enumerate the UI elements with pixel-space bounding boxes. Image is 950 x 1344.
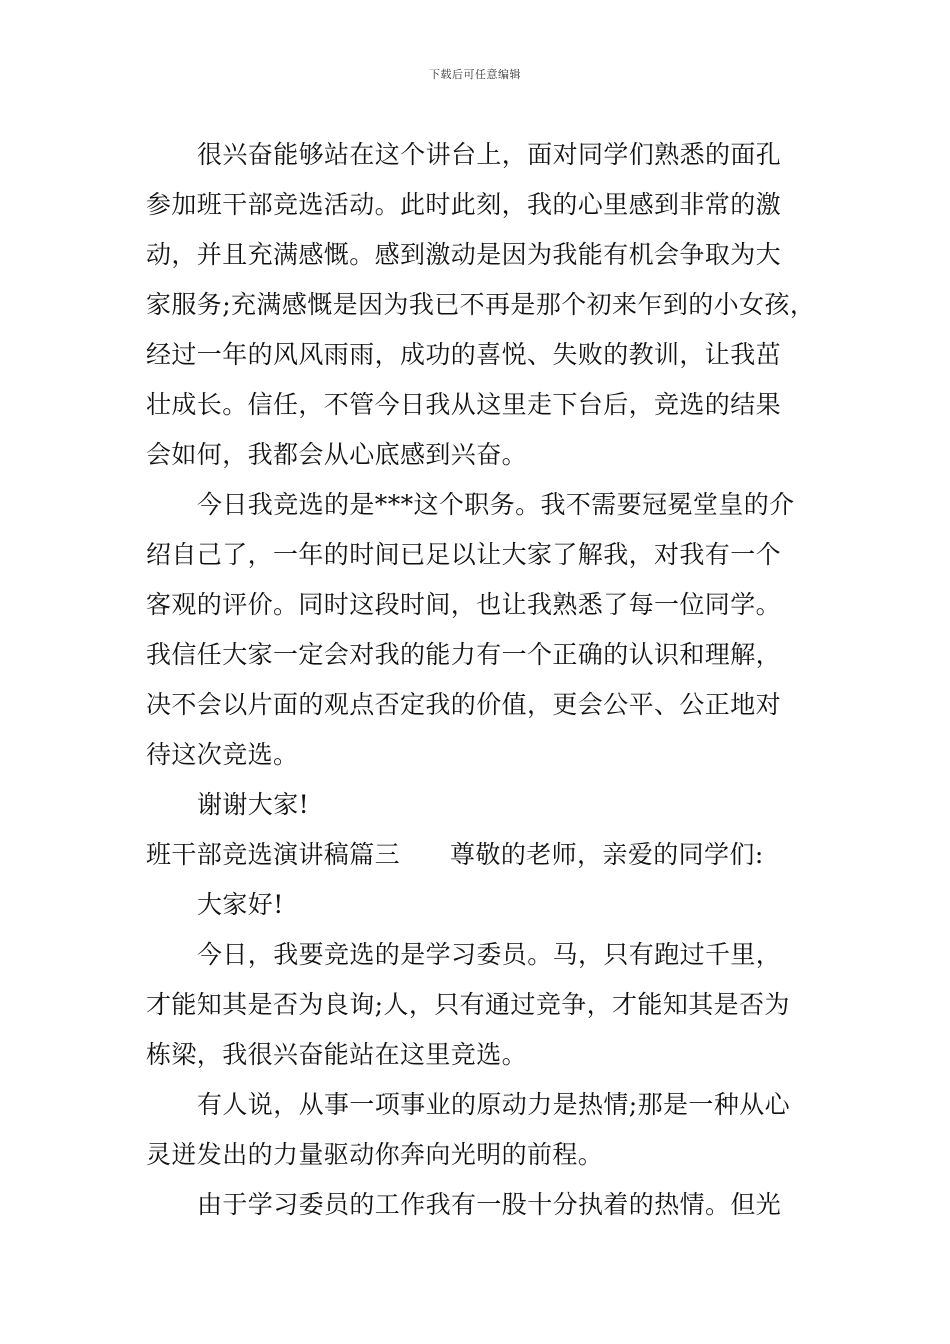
paragraph-line: 经过一年的风风雨雨，成功的喜悦、失败的教训，让我茁 xyxy=(146,340,782,369)
salutation: 尊敬的老师，亲爱的同学们: xyxy=(450,840,764,869)
document-body xyxy=(146,130,826,1230)
paragraph-line: 我信任大家一定会对我的能力有一个正确的认识和理解， xyxy=(146,640,782,669)
header-note: 下载后可任意编辑 xyxy=(429,68,521,81)
paragraph-line: 很兴奋能够站在这个讲台上，面对同学们熟悉的面孔 xyxy=(197,140,782,169)
paragraph-line: 客观的评价。同时这段时间，也让我熟悉了每一位同学。 xyxy=(146,590,782,619)
paragraph-line: 参加班干部竞选活动。此时此刻，我的心里感到非常的激 xyxy=(146,190,782,219)
paragraph-line: 才能知其是否为良询;人，只有通过竞争，才能知其是否为 xyxy=(146,990,790,1019)
paragraph-line: 壮成长。信任，不管今日我从这里走下台后，竞选的结果 xyxy=(146,390,782,419)
paragraph-line: 待这次竞选。 xyxy=(146,740,299,769)
greeting-line: 大家好! xyxy=(197,890,284,919)
paragraph-line: 今日，我要竞选的是学习委员。马，只有跑过千里， xyxy=(197,940,782,969)
section-heading: 班干部竞选演讲稿篇三 xyxy=(146,840,401,869)
paragraph-line: 由于学习委员的工作我有一股十分执着的热情。但光 xyxy=(197,1190,782,1219)
paragraph-line: 动，并且充满感慨。感到激动是因为我能有机会争取为大 xyxy=(146,240,782,269)
paragraph-line: 灵迸发出的力量驱动你奔向光明的前程。 xyxy=(146,1140,604,1169)
paragraph-line: 绍自己了，一年的时间已足以让大家了解我，对我有一个 xyxy=(146,540,782,569)
paragraph-line: 栋梁，我很兴奋能站在这里竞选。 xyxy=(146,1040,528,1069)
paragraph-line: 家服务;充满感慨是因为我已不再是那个初来乍到的小女孩， xyxy=(146,290,816,319)
paragraph-line: 会如何，我都会从心底感到兴奋。 xyxy=(146,440,528,469)
paragraph-line: 谢谢大家! xyxy=(197,790,310,819)
paragraph-line: 有人说，从事一项事业的原动力是热情;那是一种从心 xyxy=(197,1090,791,1119)
paragraph-line: 决不会以片面的观点否定我的价值，更会公平、公正地对 xyxy=(146,690,782,719)
paragraph-line: 今日我竞选的是***这个职务。我不需要冠冕堂皇的介 xyxy=(197,490,795,519)
section-heading-line xyxy=(146,830,826,880)
